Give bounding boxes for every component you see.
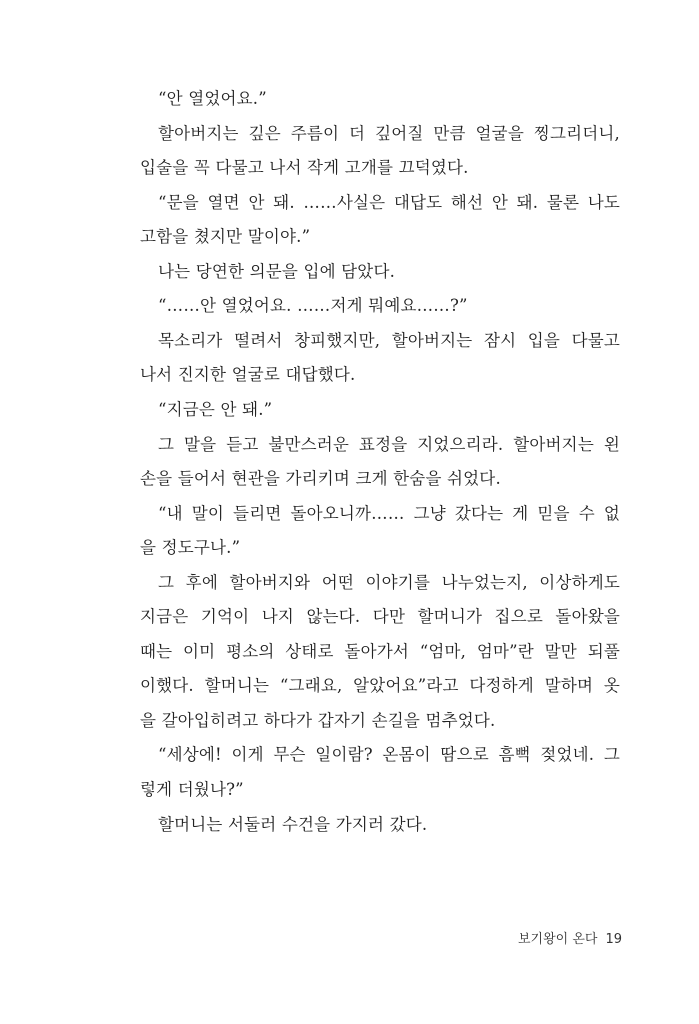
text-line: 지금은 기억이 나지 않는다. 다만 할머니가 집으로 돌아왔을 [140, 607, 620, 627]
text-line: 손을 들어서 현관을 가리키며 크게 한숨을 쉬었다. [140, 469, 501, 489]
text-line: 목소리가 떨려서 창피했지만, 할아버지는 잠시 입을 다물고 [158, 330, 620, 350]
text-line: 때는 이미 평소의 상태로 돌아가서 “엄마, 엄마”란 말만 되풀 [140, 641, 620, 661]
text-line: “문을 열면 안 돼. ……사실은 대답도 해선 안 돼. 물론 나도 [158, 192, 620, 212]
text-line: 그 말을 듣고 불만스러운 표정을 지었으리라. 할아버지는 왼 [158, 434, 620, 454]
text-line: “내 말이 들리면 돌아오니까…… 그냥 갔다는 게 믿을 수 없 [158, 503, 620, 523]
text-line: 그 후에 할아버지와 어떤 이야기를 나누었는지, 이상하게도 [158, 572, 620, 592]
text-line: 을 갈아입히려고 하다가 갑자기 손길을 멈추었다. [140, 710, 496, 730]
text-line: 입술을 꼭 다물고 나서 작게 고개를 끄덕였다. [140, 158, 469, 178]
text-line: 나서 진지한 얼굴로 대답했다. [140, 365, 356, 385]
text-line: “세상에! 이게 무슨 일이람? 온몸이 땀으로 흠뻑 젖었네. 그 [158, 745, 620, 765]
text-line: “……안 열었어요. ……저게 뭐예요……?” [158, 296, 468, 316]
text-line: 을 정도구나.” [140, 538, 241, 558]
text-line: 고함을 쳤지만 말이야.” [140, 227, 311, 247]
text-line: 렇게 더웠나?” [140, 780, 244, 799]
text-line: 할머니는 서둘러 수건을 가지러 갔다. [158, 814, 428, 834]
text-line: 할아버지는 깊은 주름이 더 깊어질 만큼 얼굴을 찡그리더니, [158, 123, 620, 143]
running-title: 보기왕이 온다 [517, 932, 598, 947]
text-line: 나는 당연한 의문을 입에 담았다. [158, 261, 396, 281]
text-line: 이했다. 할머니는 “그래요, 알았어요”라고 다정하게 말하며 옷 [140, 676, 620, 696]
page-number: 19 [605, 932, 622, 947]
text-line: “안 열었어요.” [158, 89, 267, 108]
text-line: “지금은 안 돼.” [158, 399, 273, 419]
page-footer [0, 928, 622, 947]
